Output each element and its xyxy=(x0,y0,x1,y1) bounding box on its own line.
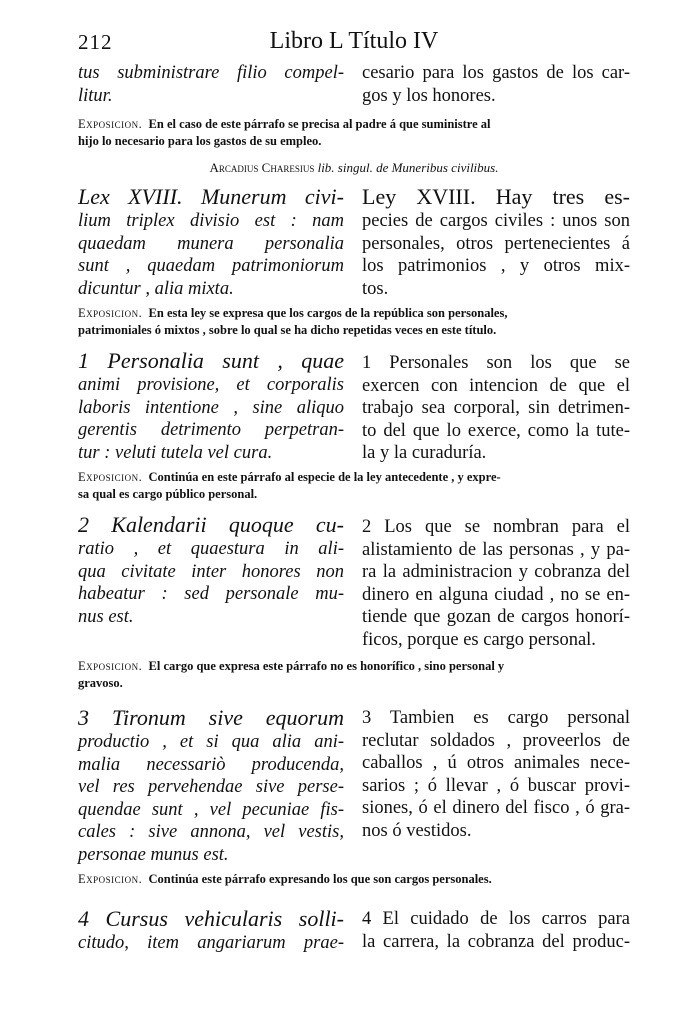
text-line: sarios ; ó llevar , ó buscar provi- xyxy=(362,775,630,796)
text-line: lium triplex divisio est : nam xyxy=(78,211,344,231)
text-line: 3 Tironum sive equorum xyxy=(78,705,344,730)
text-line: la carrera, la cobranza del produc- xyxy=(362,931,630,952)
text-line: personales, otros pertenecientes á xyxy=(362,233,630,254)
note-text: Continúa este párrafo expresando los que son cargos personales. xyxy=(148,872,492,886)
text-line: vel res pervehendae sive perse- xyxy=(78,777,344,797)
text-line: 1 Personales son los que se xyxy=(362,353,630,373)
spanish-paragraph-4 xyxy=(362,908,630,953)
text-line: Lex XVIII. Munerum civi- xyxy=(78,184,344,209)
exposicion-note xyxy=(78,469,630,503)
text-line: pecies de cargos civiles : unos son xyxy=(362,211,630,231)
text-line: tos. xyxy=(362,278,389,299)
exposicion-note xyxy=(78,116,630,150)
source-author: Arcadius Charesius xyxy=(209,160,315,175)
text-line: siones, ó el dinero del fisco , ó gra- xyxy=(362,798,630,818)
text-line: Ley XVIII. Hay tres es- xyxy=(362,184,630,209)
text-line: cesario para los gastos de los car- xyxy=(362,63,630,83)
text-line: productio , et si qua alia ani- xyxy=(78,732,344,752)
note-text: hijo lo necesario para los gastos de su empleo. xyxy=(78,134,322,148)
note-text: gravoso. xyxy=(78,676,123,690)
note-text: patrimoniales ó mixtos , sobre lo qual se ha dicho repetidas veces en este título. xyxy=(78,323,497,337)
text-line: nos ó vestidos. xyxy=(362,820,472,841)
latin-paragraph-2 xyxy=(78,512,344,628)
exposicion-note xyxy=(78,871,630,888)
text-line: cales : sive annona, vel vestis, xyxy=(78,822,344,842)
latin-paragraph-4 xyxy=(78,906,344,955)
text-line: tus subministrare filio compel- xyxy=(78,63,344,83)
exposicion-note xyxy=(78,305,630,339)
page-number: 212 xyxy=(78,30,113,54)
text-line: 4 El cuidado de los carros para xyxy=(362,909,630,929)
text-line: quendae sunt , vel pecuniae fis- xyxy=(78,799,344,820)
note-text: En el caso de este párrafo se precisa al padre á que suministre al xyxy=(148,117,491,131)
text-line: 3 Tambien es cargo personal xyxy=(362,708,630,728)
spanish-paragraph-2 xyxy=(362,516,630,651)
exposicion-label: Exposicion. xyxy=(78,659,143,673)
text-line: nus est. xyxy=(78,606,134,627)
running-header xyxy=(78,30,630,58)
spanish-column-continuation xyxy=(362,62,630,107)
exposicion-label: Exposicion. xyxy=(78,470,143,484)
text-line: trabajo sea corporal, sin detrimen- xyxy=(362,398,630,418)
latin-law-text xyxy=(78,184,344,300)
note-text: sa qual es cargo público personal. xyxy=(78,487,258,501)
text-line: citudo, item angariarum prae- xyxy=(78,933,344,953)
note-text: Continúa en este párrafo al especie de la ley antecedente , y expre- xyxy=(148,470,501,484)
text-line: malia necessariò producenda, xyxy=(78,754,344,775)
text-line: caballos , ú otros animales nece- xyxy=(362,753,630,773)
source-attribution xyxy=(78,160,630,176)
text-line: habeatur : sed personale mu- xyxy=(78,584,344,604)
text-line: 2 Kalendarii quoque cu- xyxy=(78,512,344,537)
text-line: tiende que gozan de cargos honorí- xyxy=(362,607,630,627)
text-line: exercen con intencion de que el xyxy=(362,375,630,396)
text-line: personae munus est. xyxy=(78,844,229,865)
exposicion-label: Exposicion. xyxy=(78,872,143,886)
latin-paragraph-3 xyxy=(78,705,344,866)
text-line: alistamiento de las personas , y pa- xyxy=(362,539,630,560)
text-line: dicuntur , alia mixta. xyxy=(78,278,234,299)
text-line: reclutar soldados , proveerlos de xyxy=(362,730,630,751)
source-reference: lib. singul. de Muneribus civilibus. xyxy=(317,160,499,175)
text-line: la y la curaduría. xyxy=(362,443,487,463)
latin-column-continuation xyxy=(78,62,344,107)
text-line: quaedam munera personalia xyxy=(78,233,344,254)
text-line: gos y los honores. xyxy=(362,85,496,106)
exposicion-label: Exposicion. xyxy=(78,306,143,320)
spanish-law-text xyxy=(362,184,630,300)
running-title: Libro L Título IV xyxy=(269,28,439,54)
text-line: dinero en alguna ciudad , no se en- xyxy=(362,584,630,605)
text-line: ratio , et quaestura in ali- xyxy=(78,539,344,559)
exposicion-note xyxy=(78,658,630,692)
text-line: animi provisione, et corporalis xyxy=(78,375,344,395)
spanish-paragraph-1 xyxy=(362,352,630,465)
text-line: to del que lo exerce, como la tute- xyxy=(362,420,630,441)
exposicion-label: Exposicion. xyxy=(78,117,143,131)
text-line: los patrimonios , y otros mix- xyxy=(362,256,630,276)
text-line: laboris intentione , sine aliquo xyxy=(78,397,344,418)
text-line: qua civitate inter honores non xyxy=(78,561,344,582)
text-line: tur : veluti tutela vel cura. xyxy=(78,442,273,463)
text-line: litur. xyxy=(78,85,113,106)
text-line: ficos, porque es cargo personal. xyxy=(362,629,596,650)
text-line: 1 Personalia sunt , quae xyxy=(78,348,344,373)
note-text: En esta ley se expresa que los cargos de la república son personales, xyxy=(148,306,508,320)
text-line: 2 Los que se nombran para el xyxy=(362,517,630,537)
text-line: ra la administracion y cobranza del xyxy=(362,562,630,582)
text-line: sunt , quaedam patrimoniorum xyxy=(78,256,344,276)
text-line: 4 Cursus vehicularis solli- xyxy=(78,906,344,931)
text-line: gerentis detrimento perpetran- xyxy=(78,420,344,440)
spanish-paragraph-3 xyxy=(362,707,630,842)
note-text: El cargo que expresa este párrafo no es honorífico , sino personal y xyxy=(148,659,505,673)
latin-paragraph-1 xyxy=(78,348,344,464)
